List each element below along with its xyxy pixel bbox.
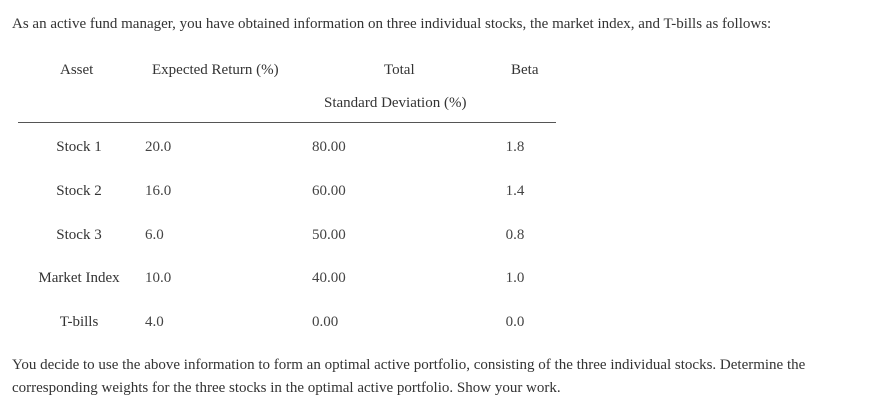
cell-expected-return: 4.0 [145, 314, 164, 330]
cell-expected-return: 20.0 [145, 139, 172, 155]
cell-std-dev: 40.00 [312, 270, 346, 286]
cell-beta: 1.0 [505, 270, 525, 286]
cell-beta: 1.4 [505, 183, 525, 199]
header-standard-deviation: Standard Deviation (%) [324, 95, 467, 111]
table-row [0, 137, 893, 157]
header-expected-return: Expected Return (%) [152, 62, 279, 78]
cell-std-dev: 50.00 [312, 227, 346, 243]
cell-beta: 0.0 [505, 314, 525, 330]
table-row [0, 268, 893, 288]
cell-beta: 0.8 [505, 227, 525, 243]
header-divider [18, 122, 556, 123]
question-paragraph: You decide to use the above information to form an optimal active portfolio, consisting of the three individual stocks. Determine the corresponding weights for the three stocks in the optimal active portfolio. Show your work. [12, 357, 806, 396]
cell-asset: Stock 2 [56, 183, 102, 199]
cell-asset: T-bills [59, 314, 99, 330]
cell-beta: 1.8 [505, 139, 525, 155]
cell-expected-return: 6.0 [145, 227, 164, 243]
cell-expected-return: 16.0 [145, 183, 172, 199]
cell-asset: Market Index [38, 270, 120, 286]
header-beta: Beta [511, 62, 539, 78]
intro-paragraph: As an active fund manager, you have obtained information on three individual stocks, the market index, and T-bills as follows: [12, 16, 772, 32]
table-row [0, 225, 893, 245]
cell-std-dev: 0.00 [312, 314, 339, 330]
cell-asset: Stock 1 [56, 139, 102, 155]
header-asset: Asset [60, 62, 94, 78]
cell-std-dev: 60.00 [312, 183, 346, 199]
table-row [0, 312, 893, 332]
cell-expected-return: 10.0 [145, 270, 172, 286]
table-row [0, 181, 893, 201]
cell-asset: Stock 3 [56, 227, 102, 243]
cell-std-dev: 80.00 [312, 139, 346, 155]
header-total: Total [384, 62, 415, 78]
